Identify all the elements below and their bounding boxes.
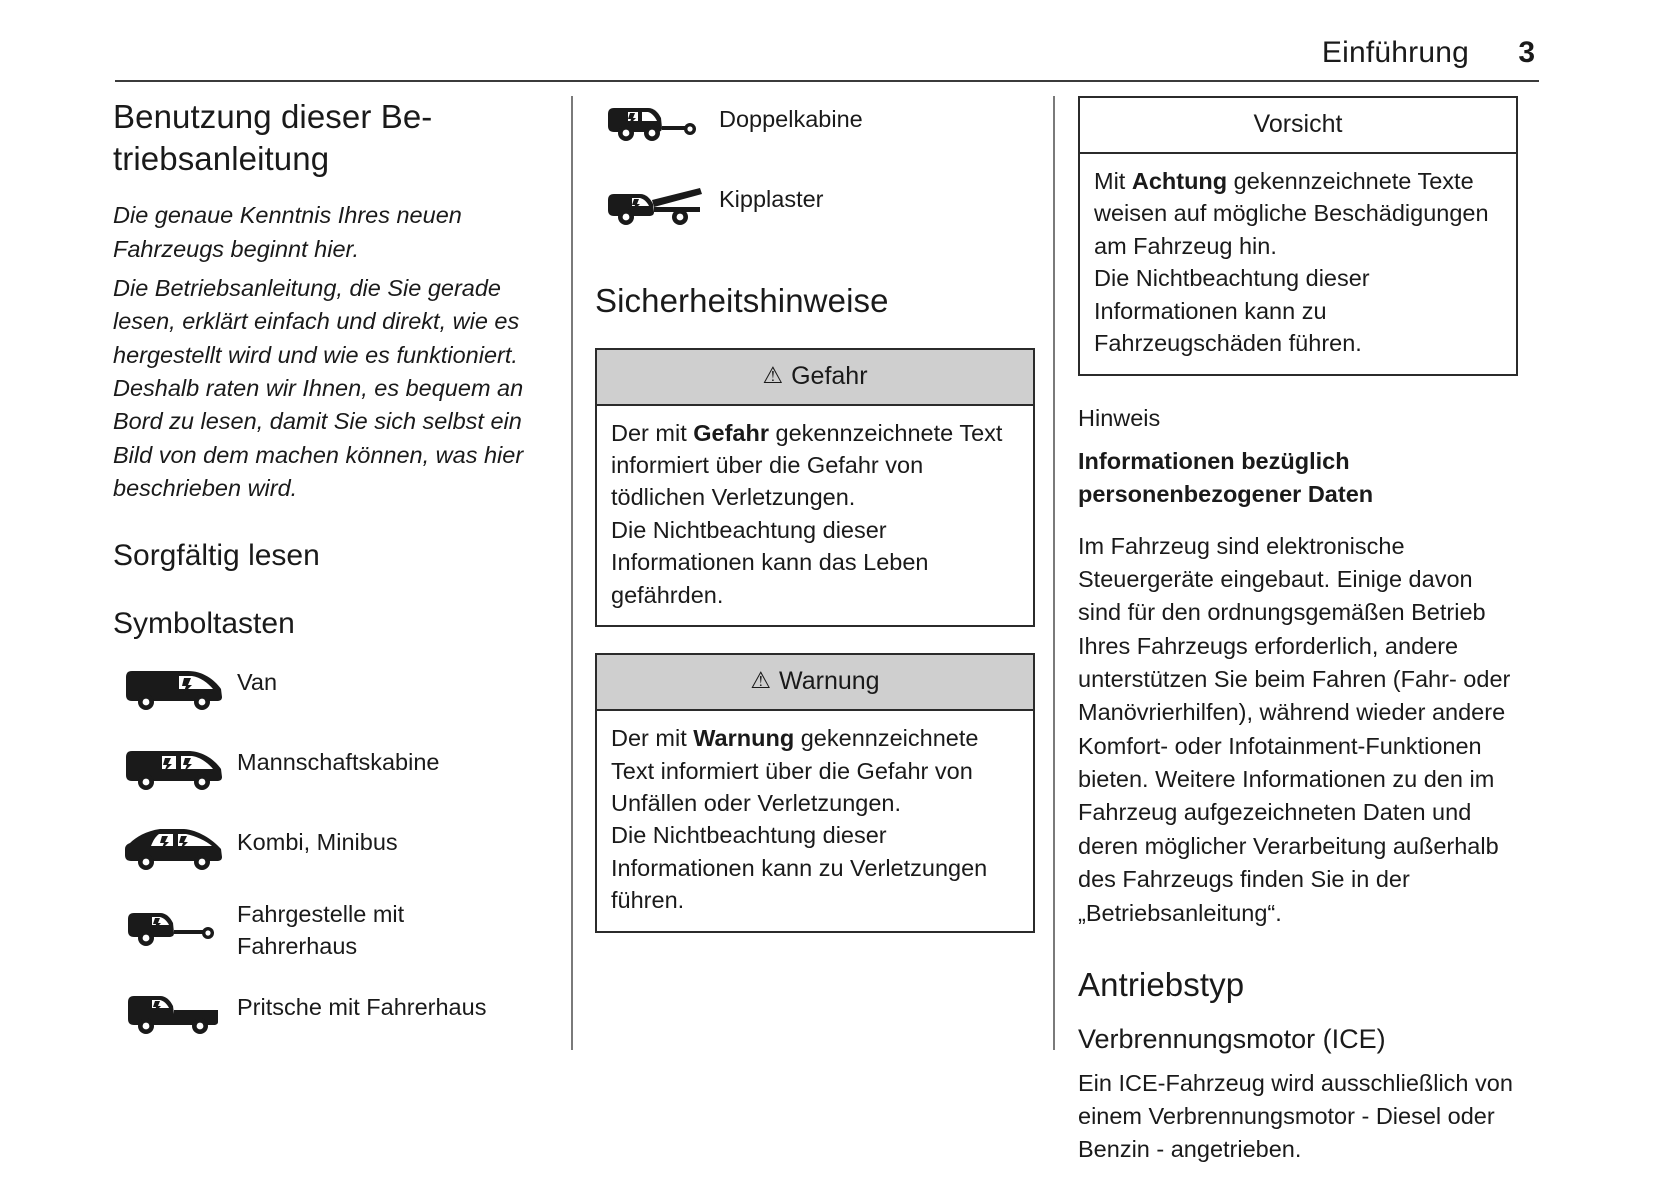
list-item-label: Kombi, Minibus <box>237 829 398 856</box>
subheading-read-carefully: Sorgfältig lesen <box>113 539 320 573</box>
column-divider-1 <box>571 96 573 1050</box>
warning-triangle-icon: ⚠ <box>750 667 772 694</box>
list-item <box>113 899 545 962</box>
list-item <box>113 739 545 797</box>
symbol-list-continued <box>595 96 1035 234</box>
list-item-label: Doppelkabine <box>719 106 863 132</box>
double-cab-icon <box>595 96 719 152</box>
subheading-symbol-keys: Symboltasten <box>113 607 295 641</box>
notice-caution-line-2: Die Nichtbeachtung dieser Informationen kann zu Fahrzeugschäden führen. <box>1094 265 1370 357</box>
intro-paragraph-2: Die Betriebsanleitung, die Sie gerade lesen, erklärt einfach und direkt, wie es hergestellt wird und wie es funktioniert. Deshalb raten wir Ihnen, es bequem an Bord zu lesen, damit Sie sich selbst ein Bild von dem machen können, was hier beschrieben wird. <box>113 274 524 502</box>
notice-warning-title: Warnung <box>779 667 880 696</box>
intro-paragraph-1: Die genaue Kenntnis Ihres neuen Fahrzeugs beginnt hier. <box>113 202 462 262</box>
crew-cab-van-icon <box>113 739 237 791</box>
notice-danger-title: Gefahr <box>791 361 868 390</box>
list-item <box>113 984 545 1042</box>
notice-danger <box>595 348 1035 628</box>
notice-caution <box>1078 96 1518 376</box>
list-item <box>113 659 545 717</box>
notice-warning-body <box>597 711 1033 931</box>
section-heading-usage: Benutzung dieser Be- triebsanleitung <box>113 98 433 177</box>
note-paragraph: Im Fahrzeug sind elektronische Steuergeräte eingebaut. Einige davon sind für den ordnungsgemäßen Betrieb Ihres Fahrzeugs erforderlich, andere unterstützen Sie beim Fahren (Fahr- oder Manövrierhilfen), während wieder andere Komfort- oder Infotainment-Funktionen bieten. Weitere Informationen zu den im Fahrzeug aufgezeichneten Daten und deren möglicher Verarbeitung außerhalb des Fahrzeugs finden Sie in der „Betriebsanleitung“. <box>1078 532 1511 926</box>
list-item <box>113 819 545 877</box>
page-number: 3 <box>1518 36 1535 69</box>
symbol-list <box>113 659 545 1042</box>
notice-warning <box>595 653 1035 933</box>
notice-danger-line-2: Die Nichtbeachtung dieser Informationen kann das Leben gefährden. <box>611 516 929 608</box>
van-icon <box>113 659 237 711</box>
list-item-label: Pritsche mit Fahrerhaus <box>237 994 487 1021</box>
ice-paragraph: Ein ICE-Fahrzeug wird ausschließlich von einem Verbrennungsmotor - Diesel oder Benzin - angetrieben. <box>1078 1069 1513 1163</box>
notice-danger-header <box>597 350 1033 406</box>
column-1 <box>113 96 545 1064</box>
notice-caution-title: Vorsicht <box>1253 110 1343 138</box>
notice-warning-line-2: Die Nichtbeachtung dieser Informationen kann zu Verletzungen führen. <box>611 822 988 914</box>
section-heading-safety: Sicherheitshinweise <box>595 282 889 319</box>
page-header <box>115 36 1535 70</box>
notice-caution-header <box>1080 98 1516 154</box>
header-divider <box>115 80 1539 82</box>
list-item-label: Fahrgestelle mit Fahrerhaus <box>237 901 405 959</box>
note-label: Hinweis <box>1078 404 1161 431</box>
subheading-ice: Verbrennungsmotor (ICE) <box>1078 1023 1386 1054</box>
list-item-label: Van <box>237 669 278 696</box>
notice-danger-body <box>597 406 1033 626</box>
chassis-cab-icon <box>113 899 237 955</box>
list-item <box>595 96 1035 154</box>
list-item-label: Kipplaster <box>719 186 824 212</box>
notice-warning-line-1: Der mit Warnung gekennzeichnete Text informiert über die Gefahr von Unfällen oder Verletzungen. <box>611 725 979 816</box>
warning-triangle-icon: ⚠ <box>762 361 784 388</box>
notice-warning-header <box>597 655 1033 711</box>
list-item <box>595 176 1035 234</box>
tipper-icon <box>595 176 719 232</box>
combi-minibus-icon <box>113 819 237 871</box>
page-title: Einführung <box>1321 36 1469 69</box>
platform-cab-icon <box>113 984 237 1040</box>
column-2 <box>595 96 1035 959</box>
column-3 <box>1078 96 1518 1177</box>
section-heading-drive-type: Antriebstyp <box>1078 965 1245 1003</box>
notice-caution-body <box>1080 154 1516 374</box>
notice-danger-line-1: Der mit Gefahr gekennzeichnete Text informiert über die Gefahr von tödlichen Verletzungen. <box>611 419 1003 511</box>
list-item-label: Mannschaftskabine <box>237 749 440 776</box>
note-heading: Informationen bezüglich personenbezogener Daten <box>1078 447 1374 508</box>
column-divider-2 <box>1053 96 1055 1050</box>
notice-caution-line-1: Mit Achtung gekennzeichnete Texte weisen auf mögliche Beschädigungen am Fahrzeug hin. <box>1094 168 1489 259</box>
